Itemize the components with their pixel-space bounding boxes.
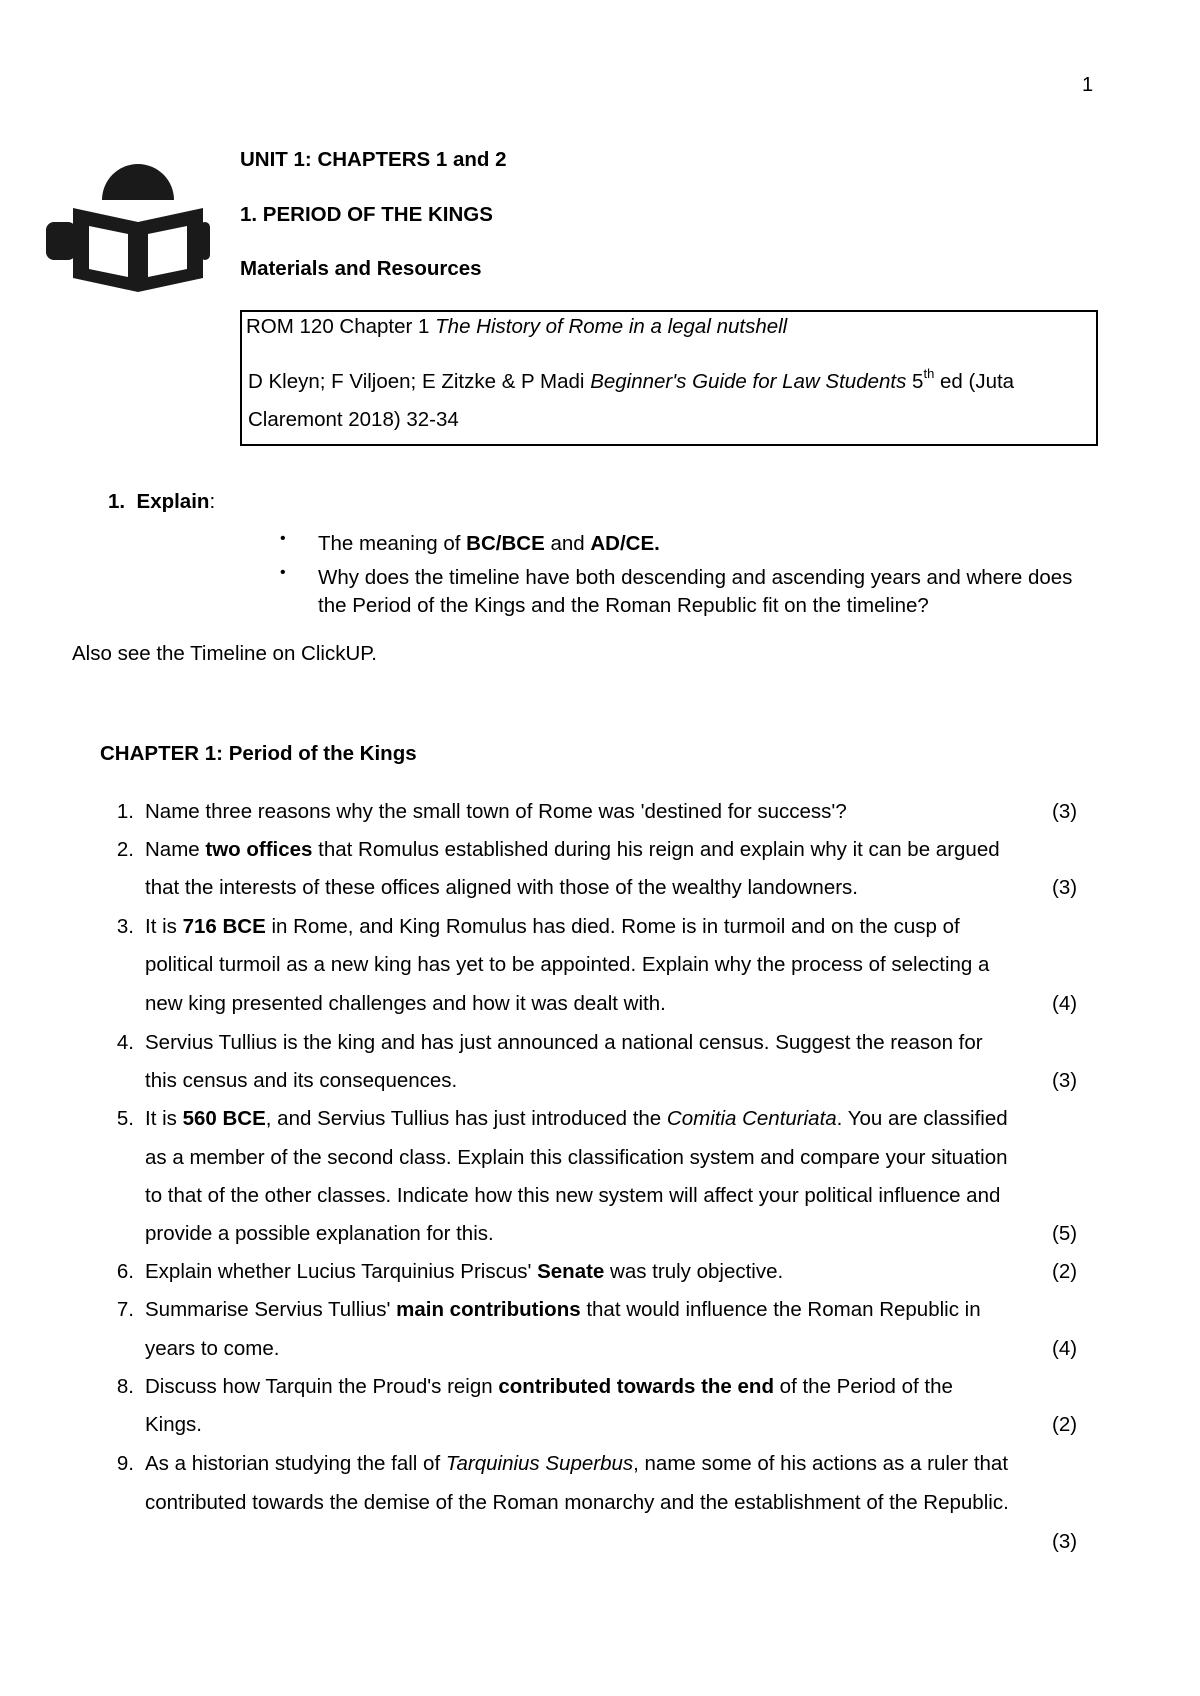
question-7-line-1: Summarise Servius Tullius' main contributions that would influence the Roman Republic in (145, 1298, 981, 1321)
question-9-line-1: As a historian studying the fall of Tarquinius Superbus, name some of his actions as a ruler that (145, 1452, 1009, 1475)
question-number: 4. (116, 1031, 134, 1054)
question-7-line-2: years to come. (145, 1337, 280, 1360)
question-3-line-2: political turmoil as a new king has yet to be appointed. Explain why the process of selecting a (145, 953, 990, 976)
question-1-line-1: Name three reasons why the small town of Rome was 'destined for success'? (145, 800, 847, 823)
chapter-heading: CHAPTER 1: Period of the Kings (100, 742, 417, 765)
question-4-line-1: Servius Tullius is the king and has just announced a national census. Suggest the reason for (145, 1031, 983, 1054)
question-5-line-2: as a member of the second class. Explain this classification system and compare your situation (145, 1146, 1008, 1169)
question-5-line-1: It is 560 BCE, and Servius Tullius has just introduced the Comitia Centuriata. You are classified (145, 1107, 1008, 1130)
reading-person-icon (40, 150, 210, 300)
bullet-icon: • (280, 564, 286, 581)
question-2-line-1: Name two offices that Romulus established during his reign and explain why it can be argued (145, 838, 1000, 861)
question-number: 1. (116, 800, 134, 823)
question-4-line-2: this census and its consequences. (145, 1069, 458, 1092)
page-number: 1 (1082, 74, 1094, 96)
question-number: 6. (116, 1260, 134, 1283)
question-5-mark: (5) (1052, 1222, 1078, 1245)
question-6-line-1: Explain whether Lucius Tarquinius Priscus' Senate was truly objective. (145, 1260, 784, 1283)
question-2-mark: (3) (1052, 876, 1078, 899)
resource-line-1: ROM 120 Chapter 1 The History of Rome in a legal nutshell (246, 315, 788, 338)
question-number: 7. (116, 1298, 134, 1321)
question-5-line-4: provide a possible explanation for this. (145, 1222, 494, 1245)
question-3-line-1: It is 716 BCE in Rome, and King Romulus has died. Rome is in turmoil and on the cusp of (145, 915, 960, 938)
question-4-mark: (3) (1052, 1069, 1078, 1092)
question-6-mark: (2) (1052, 1260, 1078, 1283)
question-9-mark: (3) (1052, 1530, 1078, 1553)
explain-item: 1. Explain: (108, 490, 216, 513)
question-3-line-3: new king presented challenges and how it was dealt with. (145, 992, 666, 1015)
question-9-line-2: contributed towards the demise of the Roman monarchy and the establishment of the Republic. (145, 1491, 1009, 1514)
question-number: 5. (116, 1107, 134, 1130)
resource-line-2: D Kleyn; F Viljoen; E Zitzke & P Madi Beginner's Guide for Law Students 5th ed (Juta (248, 366, 1015, 393)
question-7-mark: (4) (1052, 1337, 1078, 1360)
question-5-line-3: to that of the other classes. Indicate how this new system will affect your political influence and (145, 1184, 1001, 1207)
question-1-mark: (3) (1052, 800, 1078, 823)
question-3-mark: (4) (1052, 992, 1078, 1015)
question-number: 2. (116, 838, 134, 861)
question-number: 3. (116, 915, 134, 938)
bullet-icon: • (280, 530, 286, 547)
resource-line-3: Claremont 2018) 32-34 (248, 408, 459, 431)
section-heading: 1. PERIOD OF THE KINGS (240, 203, 493, 226)
resources-box (240, 310, 1098, 446)
question-8-mark: (2) (1052, 1413, 1078, 1436)
question-8-line-1: Discuss how Tarquin the Proud's reign contributed towards the end of the Period of the (145, 1375, 953, 1398)
question-number: 9. (116, 1452, 134, 1475)
also-see-note: Also see the Timeline on ClickUP. (72, 642, 377, 665)
unit-heading: UNIT 1: CHAPTERS 1 and 2 (240, 148, 507, 171)
question-8-line-2: Kings. (145, 1413, 202, 1436)
materials-heading: Materials and Resources (240, 257, 482, 280)
question-number: 8. (116, 1375, 134, 1398)
question-2-line-2: that the interests of these offices aligned with those of the wealthy landowners. (145, 876, 858, 899)
